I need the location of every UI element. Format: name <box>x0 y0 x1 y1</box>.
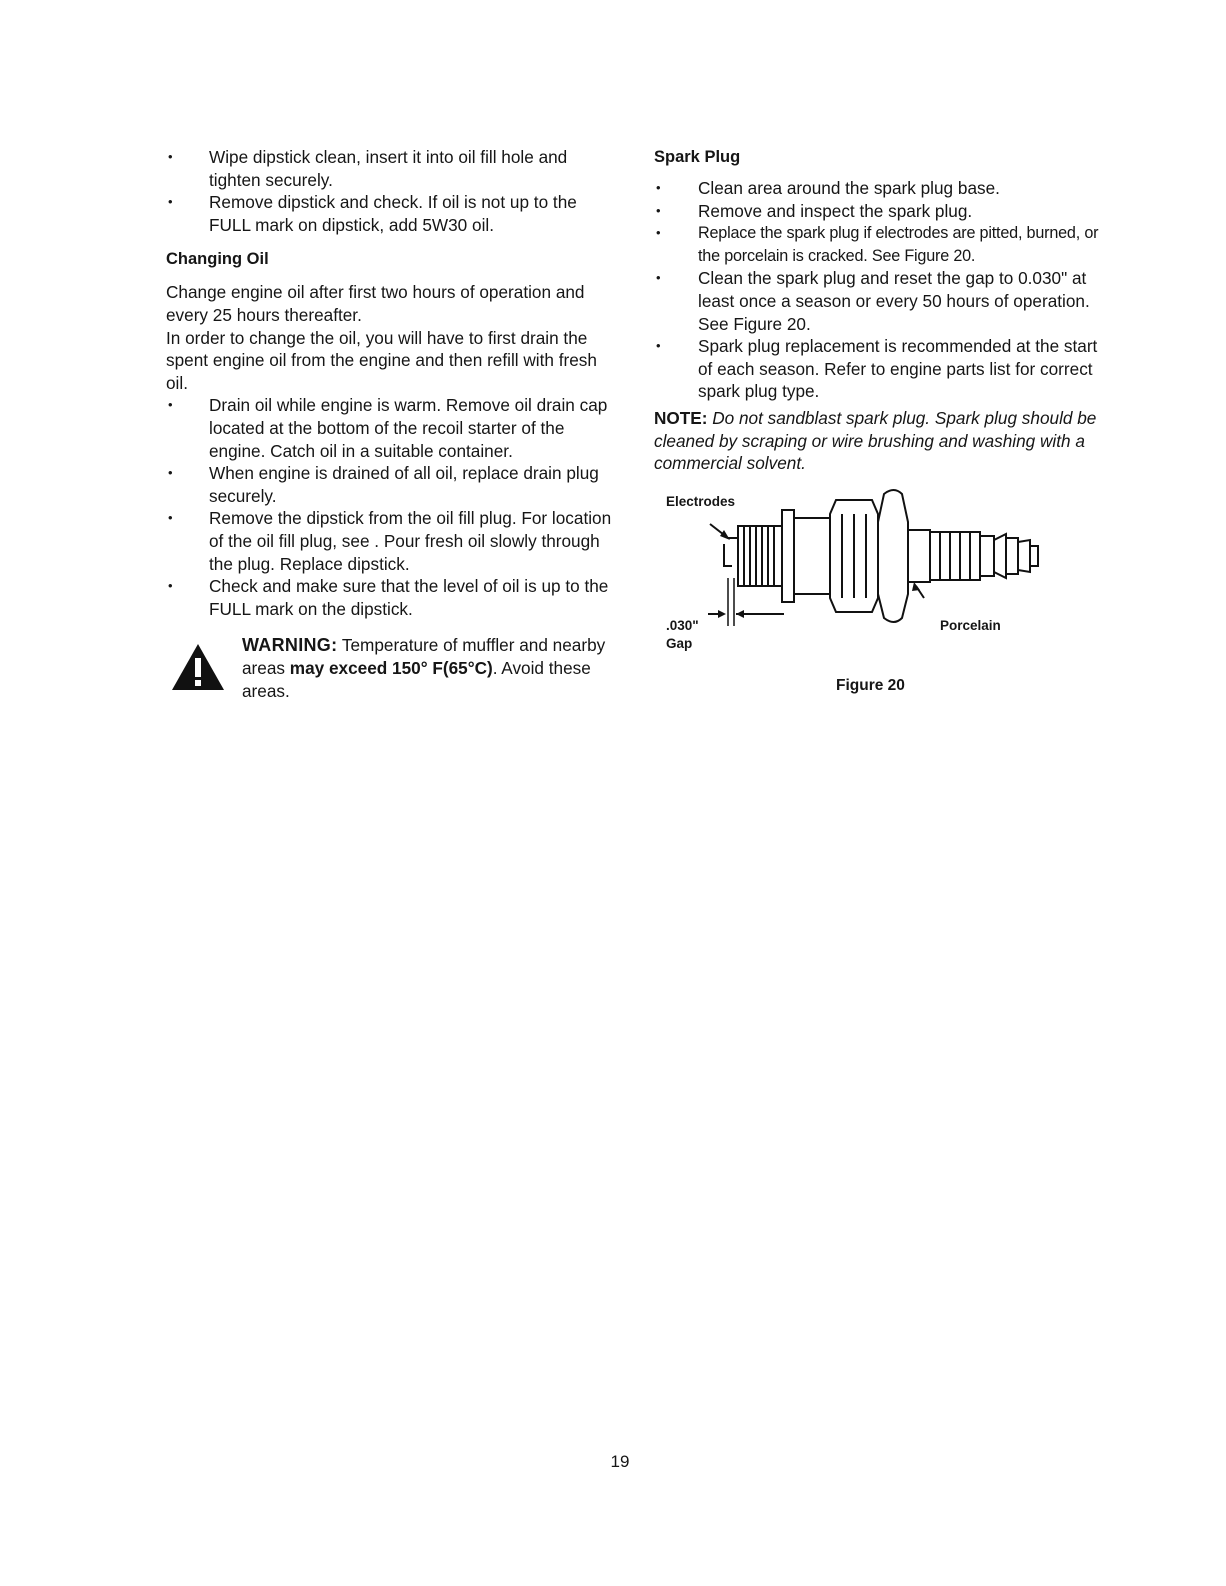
oil-check-list <box>166 146 614 236</box>
list-item: • Spark plug replacement is recommended at the start of each season. Refer to engine parts list for correct spark plug type. <box>654 335 1102 403</box>
right-column <box>654 146 1102 475</box>
note-text: Do not sandblast spark plug. Spark plug should be cleaned by scraping or wire brushing and washing with a commercial solvent. <box>654 407 1097 474</box>
list-item: • Drain oil while engine is warm. Remove oil drain cap located at the bottom of the recoil starter of the engine. Catch oil in a suitable container. <box>166 394 614 462</box>
left-column <box>166 146 614 703</box>
list-item: • Wipe dipstick clean, insert it into oil fill hole and tighten securely. <box>166 146 614 191</box>
figure-caption: Figure 20 <box>836 677 905 694</box>
note-paragraph <box>654 407 1102 475</box>
warning-block <box>166 634 614 703</box>
spark-plug-heading: Spark Plug <box>654 148 741 166</box>
warning-text: Temperature of muffler and nearby areas <box>242 635 606 679</box>
list-item: • Remove and inspect the spark plug. <box>654 200 1102 223</box>
list-item: • Remove the dipstick from the oil fill plug. For location of the oil fill plug, see . Pour fresh oil slowly through the plug. Replace dipstick. <box>166 507 614 575</box>
list-item: • When engine is drained of all oil, replace drain plug securely. <box>166 462 614 507</box>
warning-text-end: . Avoid these areas. <box>242 658 591 702</box>
warning-triangle-icon <box>170 642 226 692</box>
changing-oil-paragraph-2: In order to change the oil, you will have to first drain the spent engine oil from the engine and then refill with fresh oil. <box>166 327 597 393</box>
page-number: 19 <box>610 1452 630 1471</box>
list-item: • Check and make sure that the level of oil is up to the FULL mark on the dipstick. <box>166 575 614 620</box>
list-item: • Remove dipstick and check. If oil is not up to the FULL mark on dipstick, add 5W30 oil. <box>166 191 614 236</box>
list-item: • Clean the spark plug and reset the gap to 0.030" at least once a season or every 50 hours of operation. See Figure 20. <box>654 267 1102 335</box>
warning-label: WARNING: <box>242 635 338 656</box>
label-gap-value: .030" <box>666 618 699 633</box>
label-electrodes: Electrodes <box>666 494 736 509</box>
oil-change-steps-list <box>166 394 614 620</box>
spark-plug-list <box>654 177 1102 403</box>
note-label: NOTE: <box>654 407 708 428</box>
changing-oil-heading: Changing Oil <box>166 250 269 269</box>
label-porcelain: Porcelain <box>940 618 1001 633</box>
warning-temperature: may exceed 150° F(65°C) <box>289 658 493 679</box>
list-item: • Replace the spark plug if electrodes are pitted, burned, or the porcelain is cracked. See Figure 20. <box>654 222 1102 267</box>
label-gap: Gap <box>666 636 693 651</box>
changing-oil-paragraph-1: Change engine oil after first two hours of operation and every 25 hours thereafter. <box>166 282 585 325</box>
list-item: • Clean area around the spark plug base. <box>654 177 1102 200</box>
spark-plug-figure <box>654 486 1054 706</box>
